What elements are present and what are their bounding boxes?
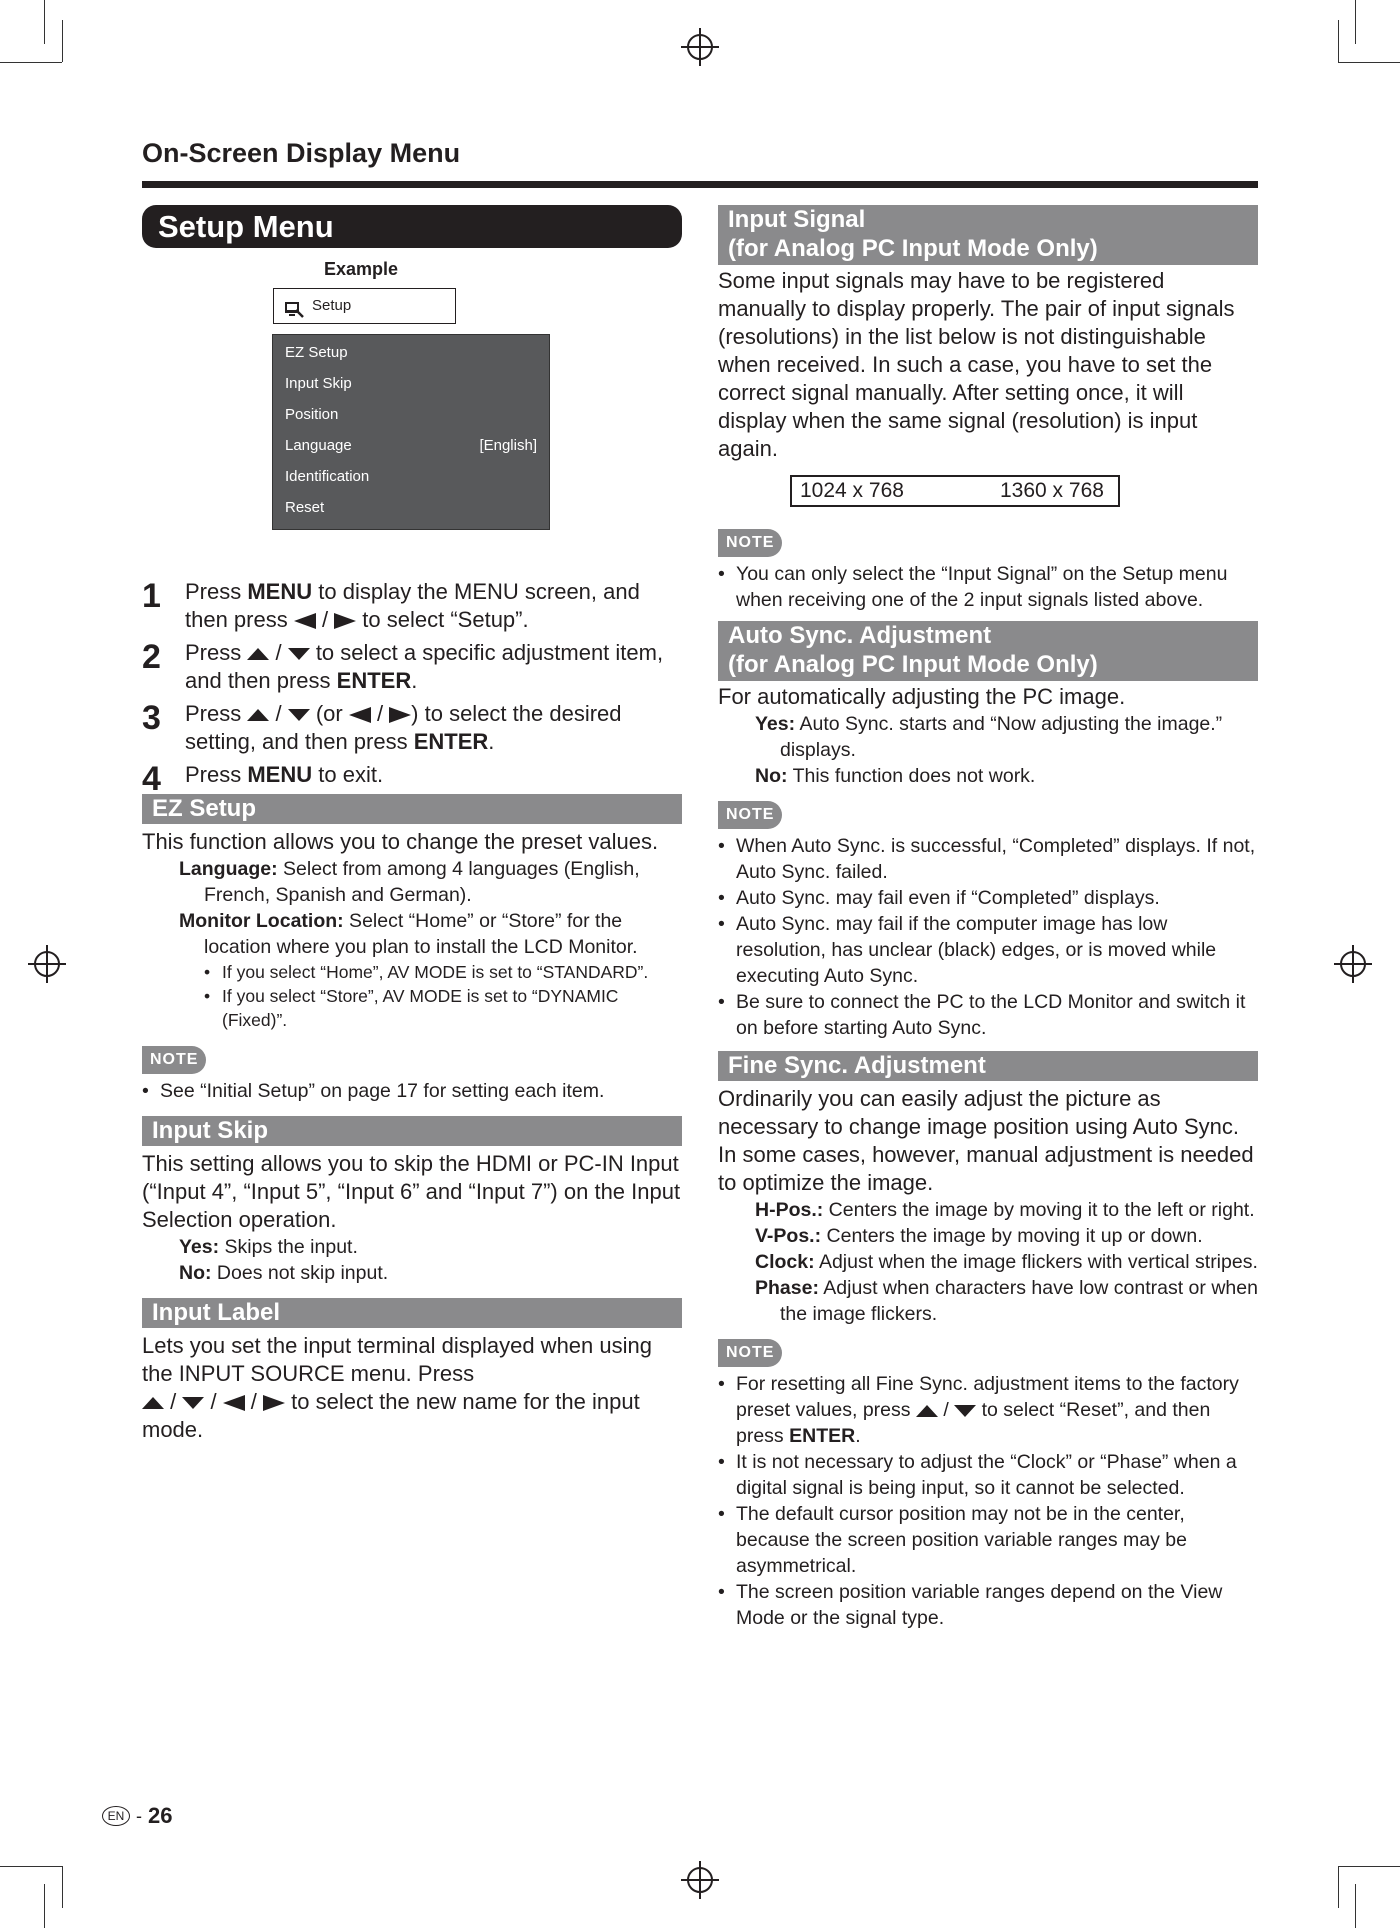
fine-sync-vpos: V-Pos.: Centers the image by moving it up or down.: [755, 1225, 1203, 1247]
left-arrow-icon: [223, 1395, 245, 1411]
fine-sync-intro: Ordinarily you can easily adjust the picture as necessary to change image position using Auto Sync. In some cases, however, manual adjustment is needed to optimize the image.: [718, 1086, 1254, 1195]
step-item: 3 Press / (or / ) to select the desired setting, and then press ENTER.: [142, 699, 622, 754]
osd-example: [142, 248, 682, 578]
note-badge: NOTE: [718, 529, 782, 557]
fine-sync-note: • It is not necessary to adjust the “Clock” or “Phase” when a digital signal is being input, so it cannot be selected.: [718, 1449, 1258, 1501]
setup-menu-title: Setup Menu: [142, 205, 682, 248]
page-heading: On-Screen Display Menu: [142, 138, 461, 168]
down-arrow-icon: [288, 648, 310, 660]
setup-icon: [284, 297, 304, 315]
page-footer: EN - 26: [102, 1803, 172, 1829]
registration-mark-icon: [1340, 951, 1366, 977]
input-skip-title: Input Skip: [142, 1116, 682, 1146]
registration-mark-icon: [687, 1867, 713, 1893]
down-arrow-icon: [288, 709, 310, 721]
example-label: Example: [324, 259, 399, 279]
right-arrow-icon: [389, 707, 411, 723]
input-label-intro: Lets you set the input terminal displayed when using the INPUT SOURCE menu. Press / / / to select the new name for the input mode.: [142, 1333, 652, 1442]
fine-sync-hpos: H-Pos.: Centers the image by moving it to the left or right.: [755, 1199, 1255, 1221]
auto-sync-no: No: This function does not work.: [755, 765, 1036, 787]
ez-note: • See “Initial Setup” on page 17 for setting each item.: [142, 1078, 682, 1104]
language-badge: EN: [102, 1806, 130, 1826]
crop-mark: [1355, 0, 1356, 44]
crop-mark: [62, 20, 63, 62]
heading-rule: [142, 181, 1258, 188]
note-badge: NOTE: [718, 1339, 782, 1367]
step-item: 2 Press / to select a specific adjustment item, and then press ENTER.: [142, 638, 664, 693]
crop-mark: [1355, 1884, 1356, 1928]
resolution-cell: 1024 x 768: [800, 479, 904, 502]
left-column: [142, 205, 682, 1444]
fine-sync-title: Fine Sync. Adjustment: [718, 1051, 1258, 1081]
up-arrow-icon: [247, 648, 269, 660]
auto-sync-title: Auto Sync. Adjustment (for Analog PC Input Mode Only): [718, 621, 1258, 681]
step-item: 1 Press MENU to display the MENU screen, and then press / to select “Setup”.: [142, 577, 640, 632]
registration-mark-icon: [34, 951, 60, 977]
auto-sync-note: • Be sure to connect the PC to the LCD Monitor and switch it on before starting Auto Sync.: [718, 989, 1258, 1041]
fine-sync-note: • For resetting all Fine Sync. adjustment items to the factory preset values, press / to select “Reset”, and then press ENTER.: [718, 1371, 1258, 1449]
steps: [142, 577, 682, 798]
input-label-title: Input Label: [142, 1298, 682, 1328]
step-item: 4 Press MENU to exit.: [142, 760, 384, 798]
crop-mark: [1338, 1866, 1339, 1908]
osd-menu-item: Input Skip: [285, 375, 352, 392]
ez-setup-title: EZ Setup: [142, 794, 682, 824]
osd-menu-list: [272, 334, 550, 530]
ez-language: Language: Select from among 4 languages (English, French, Spanish and German).: [179, 858, 640, 906]
osd-menu-item: EZ Setup: [285, 344, 348, 361]
ez-monitor-location: Monitor Location: Select “Home” or “Store” for the location where you plan to install the LCD Monitor.: [179, 910, 638, 958]
down-arrow-icon: [954, 1405, 976, 1417]
right-arrow-icon: [334, 613, 356, 629]
up-arrow-icon: [916, 1405, 938, 1417]
fine-sync-clock: Clock: Adjust when the image flickers with vertical stripes.: [755, 1251, 1258, 1273]
note-badge: NOTE: [718, 801, 782, 829]
auto-sync-note: • When Auto Sync. is successful, “Completed” displays. If not, Auto Sync. failed.: [718, 833, 1258, 885]
crop-mark: [1338, 20, 1339, 62]
right-column: [718, 205, 1258, 1631]
crop-mark: [62, 1866, 63, 1908]
left-arrow-icon: [294, 613, 316, 629]
up-arrow-icon: [142, 1397, 164, 1409]
crop-mark: [0, 1866, 62, 1867]
osd-menu-item: Reset: [285, 499, 325, 516]
crop-mark: [1338, 62, 1400, 63]
note-badge: NOTE: [142, 1046, 206, 1074]
crop-mark: [1338, 1866, 1400, 1867]
fine-sync-note: • The default cursor position may not be in the center, because the screen position variable ranges may be asymmetrical.: [718, 1501, 1258, 1579]
osd-title-box: [273, 288, 456, 324]
up-arrow-icon: [247, 709, 269, 721]
osd-menu-item: Language [English]: [285, 437, 537, 454]
page-number: 26: [148, 1803, 173, 1828]
osd-title-text: Setup: [312, 297, 352, 314]
crop-mark: [44, 0, 45, 44]
osd-menu-item: Identification: [285, 468, 370, 485]
input-signal-title: Input Signal (for Analog PC Input Mode Only): [718, 205, 1258, 265]
auto-sync-intro: For automatically adjusting the PC image.: [718, 684, 1126, 709]
input-skip-no: No: Does not skip input.: [179, 1262, 389, 1284]
ez-setup-intro: This function allows you to change the preset values.: [142, 829, 659, 854]
resolution-table: [790, 475, 1120, 507]
left-arrow-icon: [349, 707, 371, 723]
osd-menu-item: Position: [285, 406, 339, 423]
auto-sync-yes: Yes: Auto Sync. starts and “Now adjusting the image.” displays.: [755, 713, 1223, 761]
fine-sync-note: • The screen position variable ranges depend on the View Mode or the signal type.: [718, 1579, 1258, 1631]
crop-mark: [0, 62, 62, 63]
crop-mark: [44, 1884, 45, 1928]
fine-sync-phase: Phase: Adjust when characters have low contrast or when the image flickers.: [755, 1277, 1258, 1325]
input-skip-intro: This setting allows you to skip the HDMI or PC-IN Input (“Input 4”, “Input 5”, “Input 6” and “Input 7”) on the Input Selection operation.: [142, 1151, 681, 1232]
registration-mark-icon: [687, 34, 713, 60]
input-signal-note: • You can only select the “Input Signal” on the Setup menu when receiving one of the 2 input signals listed above.: [718, 561, 1258, 613]
auto-sync-note: • Auto Sync. may fail if the computer image has low resolution, has unclear (black) edges, or is moved while executing Auto Sync.: [718, 911, 1258, 989]
right-arrow-icon: [263, 1395, 285, 1411]
input-skip-yes: Yes: Skips the input.: [179, 1236, 358, 1258]
auto-sync-note: • Auto Sync. may fail even if “Completed” displays.: [718, 885, 1258, 911]
input-signal-intro: Some input signals may have to be registered manually to display properly. The pair of input signals (resolutions) in the list below is not distinguishable when received. In such a case, you have to set the correct signal manually. After setting once, it will display when the same signal (resolution) is input again.: [718, 268, 1235, 461]
resolution-cell: 1360 x 768: [1000, 479, 1104, 502]
down-arrow-icon: [182, 1397, 204, 1409]
ez-bullet: • If you select “Store”, AV MODE is set to “DYNAMIC (Fixed)”.: [142, 984, 682, 1032]
ez-bullet: • If you select “Home”, AV MODE is set to “STANDARD”.: [142, 960, 682, 984]
